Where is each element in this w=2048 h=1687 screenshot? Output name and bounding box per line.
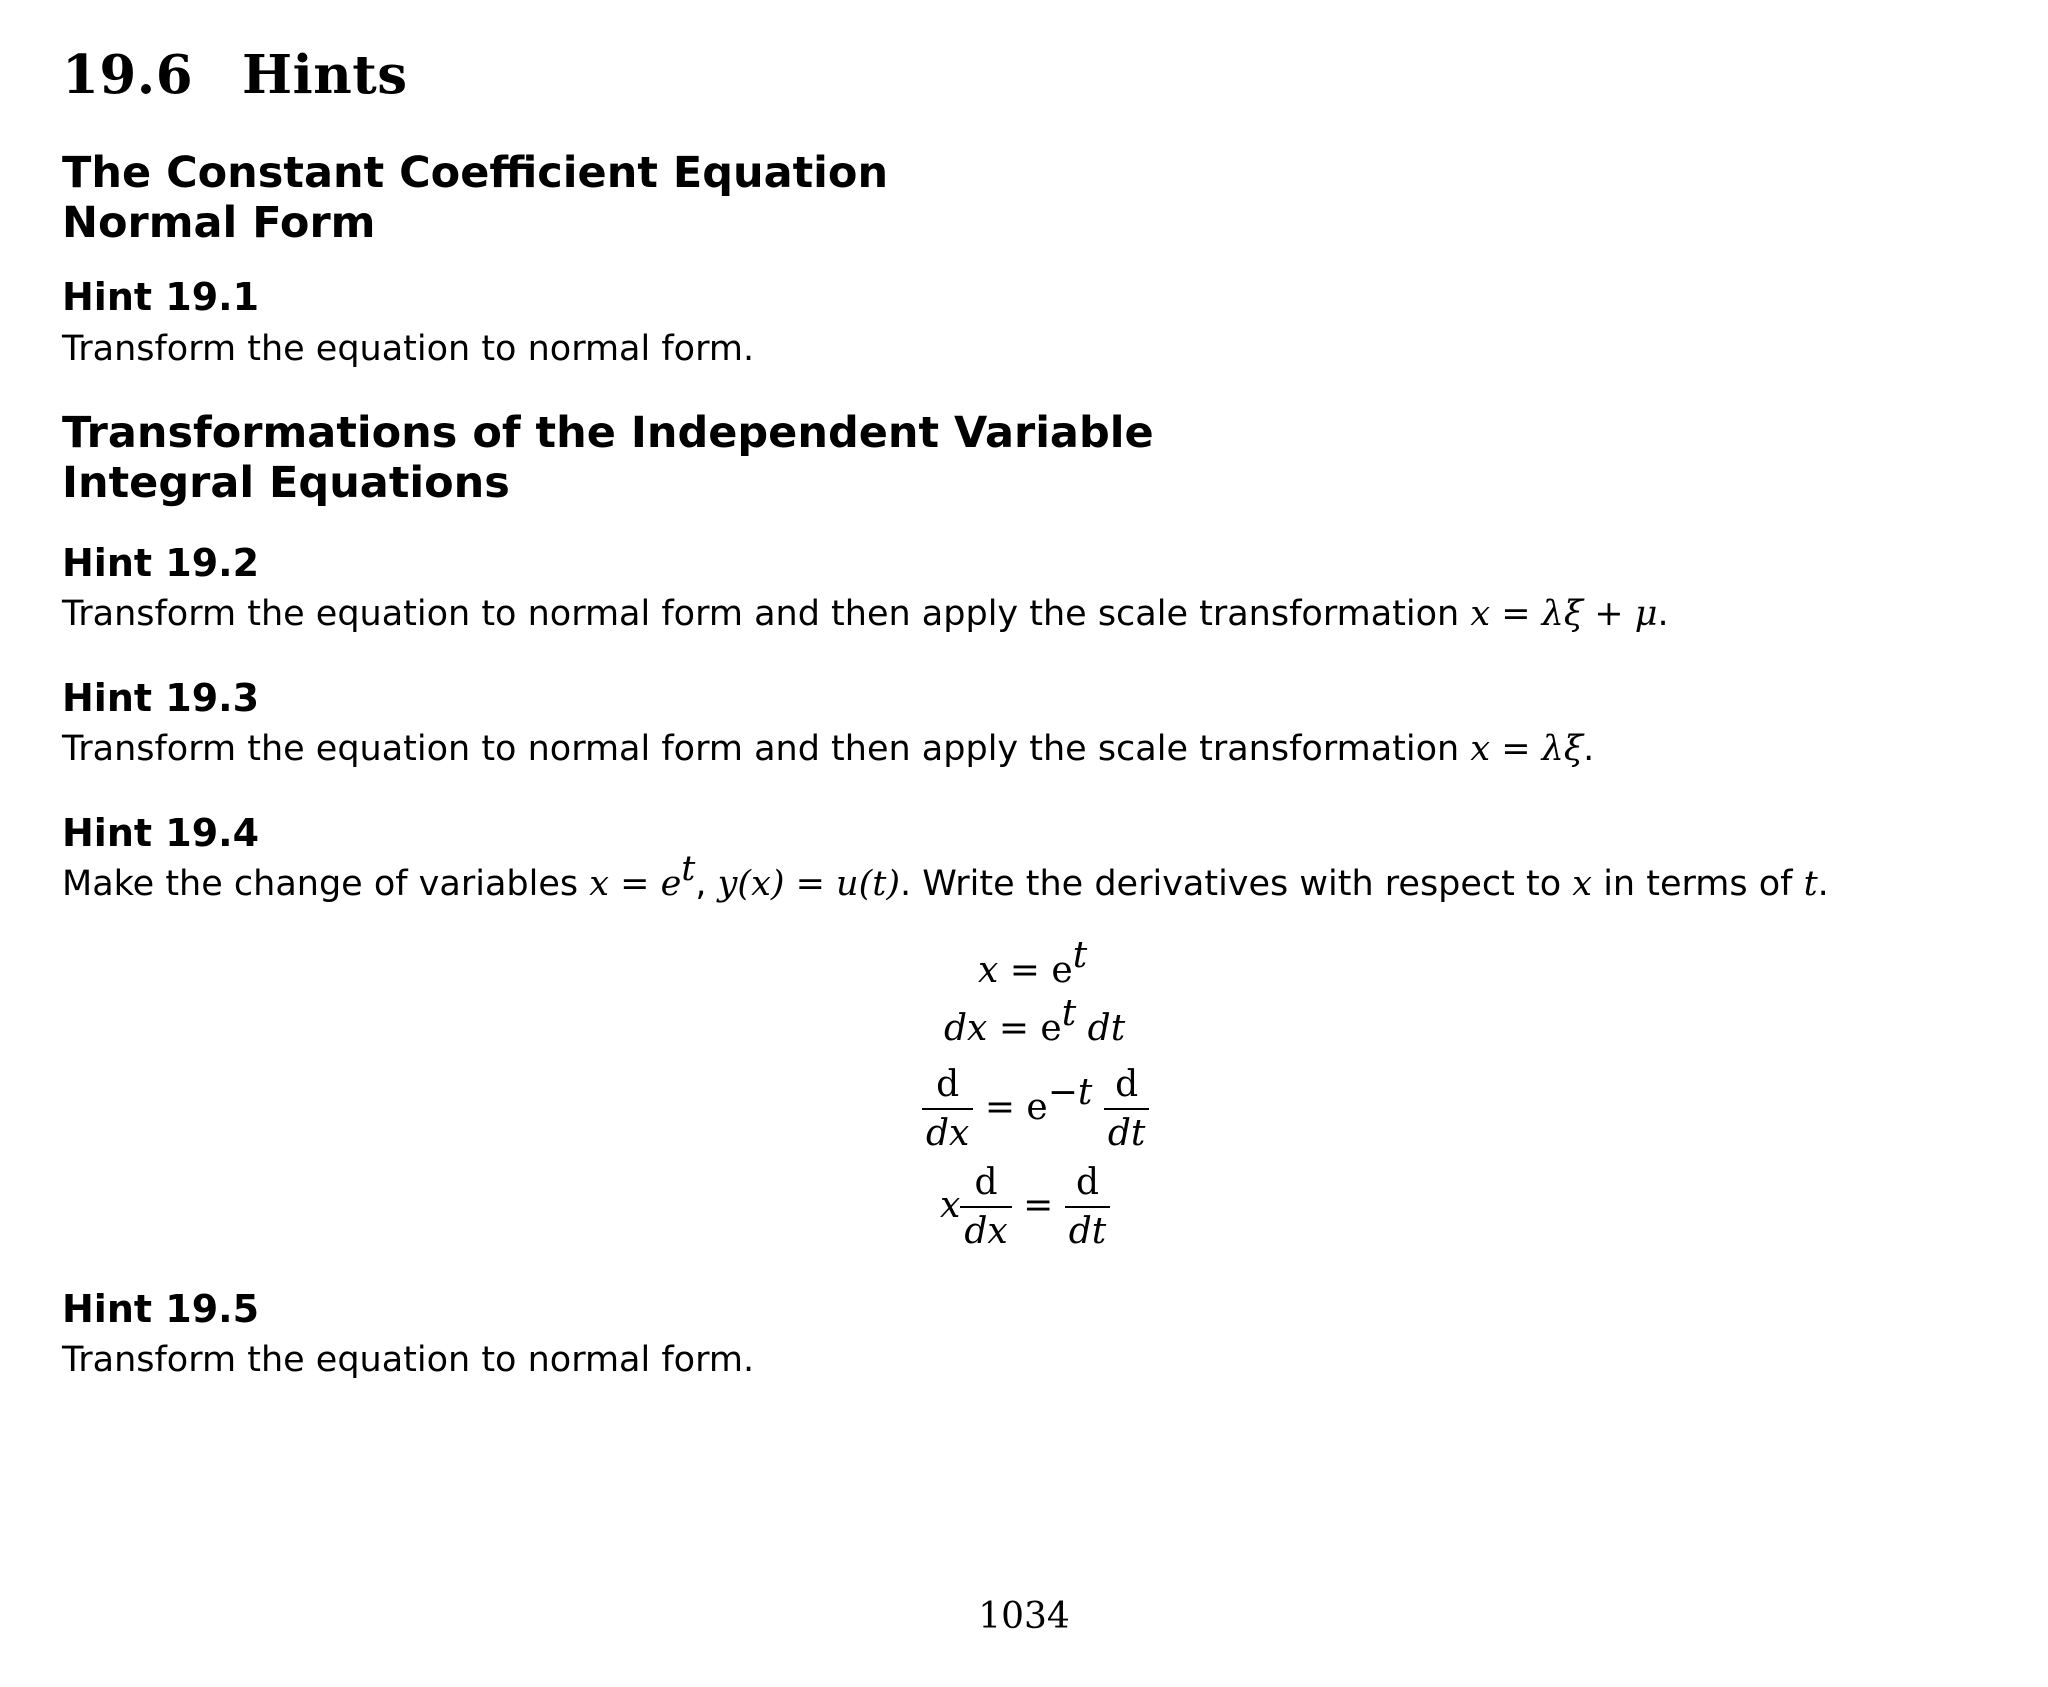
math-expression: t: [1803, 864, 1818, 904]
punctuation: .: [1583, 729, 1595, 769]
subsection-heading-1: [62, 148, 888, 248]
heading-line: The Constant Coefficient Equation: [62, 148, 889, 198]
subsection-heading-2: [62, 408, 1154, 508]
equation-row: x $\frac{d}{dx}$ = $\frac{d}{dt}$: [940, 1160, 1110, 1256]
math-superscript: t: [681, 849, 696, 889]
hint-title: Hint 19.3: [62, 676, 260, 720]
hint-text: Transform the equation to normal form.: [62, 1340, 755, 1380]
equation-row: dx = $e^t$ dt: [944, 993, 1126, 1049]
math-expression: x = λξ + μ: [1470, 594, 1658, 634]
math-expression: y(x) = u(t): [717, 864, 900, 904]
heading-line: Normal Form: [62, 198, 376, 248]
fraction: $\frac{d}{dt}$: [1065, 1160, 1111, 1256]
math-expression: x = λξ: [1470, 729, 1584, 769]
hint-text-part: Transform the equation to normal form and then apply the scale transformation: [62, 594, 1460, 634]
fraction: $\frac{d}{dx}$: [960, 1160, 1011, 1256]
hint-title: Hint 19.4: [62, 811, 260, 855]
heading-line: Integral Equations: [62, 458, 510, 508]
hint-title: Hint 19.5: [62, 1287, 260, 1331]
hint-text-part: in terms of: [1603, 864, 1793, 904]
section-name: Hints: [242, 44, 408, 106]
math-expression: x: [1572, 864, 1593, 904]
equation-row: $x = e^t$: [978, 935, 1088, 991]
fraction: $\frac{d}{dt}$: [1104, 1062, 1150, 1158]
section-title: [62, 44, 408, 106]
hint-title: Hint 19.2: [62, 541, 260, 585]
hint-text: [62, 594, 1669, 634]
hint-title: Hint 19.1: [62, 275, 260, 319]
punctuation: .: [1817, 864, 1829, 904]
equation-row: $\frac{d}{dx}$ = $e^{-t}$ $\frac{d}{dt}$: [922, 1062, 1149, 1158]
math-expression: x = e: [589, 864, 682, 904]
hint-text-part: . Write the derivatives with respect to: [899, 864, 1562, 904]
punctuation: ,: [695, 864, 707, 904]
heading-line: Transformations of the Independent Variable: [62, 408, 1154, 458]
hint-text-part: Make the change of variables: [62, 864, 579, 904]
section-number: 19.6: [62, 44, 194, 106]
hint-text-part: Transform the equation to normal form and then apply the scale transformation: [62, 729, 1460, 769]
fraction: $\frac{d}{dx}$: [922, 1062, 973, 1158]
hint-text: Transform the equation to normal form.: [62, 329, 755, 369]
page-number: 1034: [978, 1596, 1070, 1637]
punctuation: .: [1657, 594, 1669, 634]
hint-text: [62, 849, 1829, 904]
hint-text: [62, 729, 1594, 769]
